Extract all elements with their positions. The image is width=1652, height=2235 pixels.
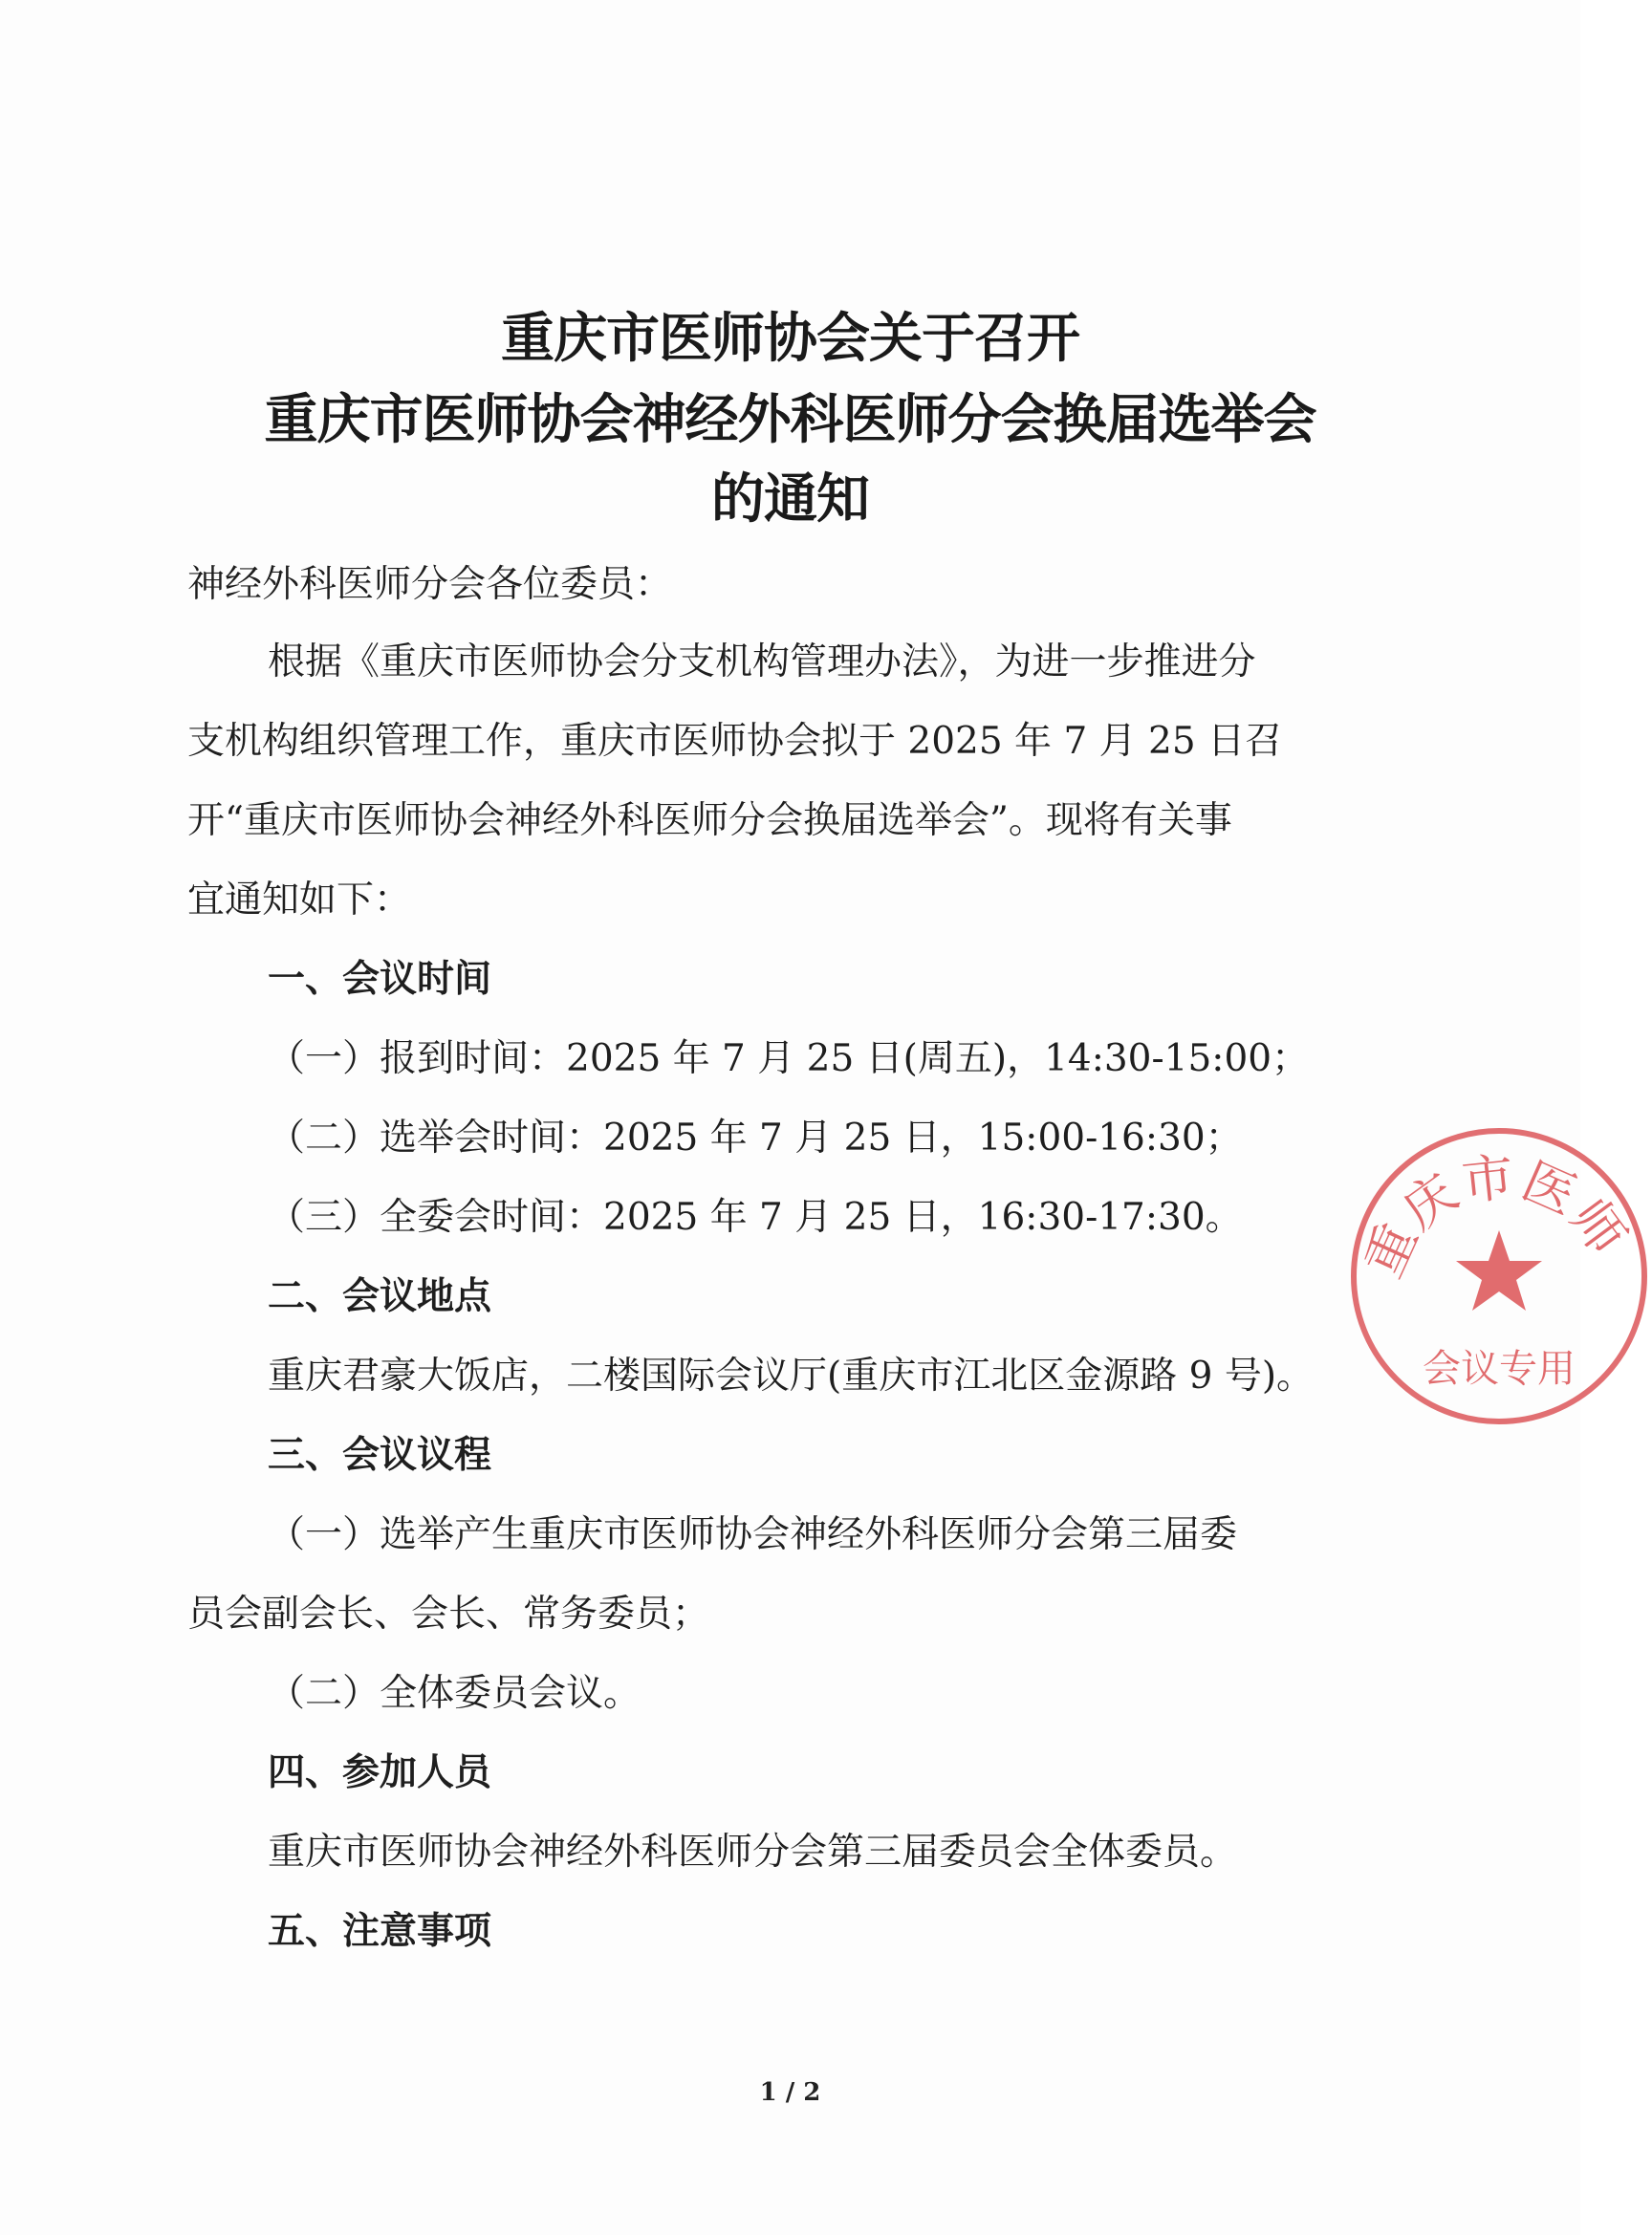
- section-5-heading: 五、注意事项: [268, 1910, 492, 1953]
- intro-line-2: 支机构组织管理工作，重庆市医师协会拟于 2025 年 7 月 25 日召: [187, 720, 1283, 763]
- page-number: 1 / 2: [759, 2078, 821, 2107]
- section-2-heading: 二、会议地点: [268, 1275, 492, 1318]
- seal-top-text: 重庆市医师: [1353, 1146, 1640, 1287]
- section-4-heading: 四、参加人员: [268, 1751, 492, 1794]
- section-1-item-1: （一）报到时间：2025 年 7 月 25 日(周五)，14:30-15:00；: [268, 1037, 1310, 1080]
- title-line-1: 重庆市医师协会关于召开: [501, 308, 1079, 370]
- section-1-heading: 一、会议时间: [268, 958, 492, 1001]
- section-3-item-1-line-1: （一）选举产生重庆市医师协会神经外科医师分会第三届委: [268, 1513, 1238, 1556]
- intro-line-4: 宜通知如下：: [187, 879, 412, 922]
- title-line-2: 重庆市医师协会神经外科医师分会换届选举会: [264, 389, 1316, 451]
- section-4-text: 重庆市医师协会神经外科医师分会第三届委员会全体委员。: [268, 1831, 1238, 1874]
- section-3-item-1-line-2: 员会副会长、会长、常务委员；: [187, 1593, 710, 1636]
- title-line-3: 的通知: [711, 468, 869, 531]
- salutation: 神经外科医师分会各位委员：: [187, 563, 673, 606]
- section-1-item-2: （二）选举会时间：2025 年 7 月 25 日，15:00-16:30；: [268, 1117, 1243, 1160]
- section-3-item-2: （二）全体委员会议。: [268, 1672, 641, 1715]
- section-3-heading: 三、会议议程: [268, 1434, 492, 1477]
- seal-bottom-text: 会议专用: [1423, 1347, 1576, 1391]
- seal-star-icon: [1456, 1230, 1542, 1311]
- intro-line-1: 根据《重庆市医师协会分支机构管理办法》，为进一步推进分: [268, 640, 1256, 684]
- section-2-text: 重庆君豪大饭店，二楼国际会议厅(重庆市江北区金源路 9 号)。: [268, 1355, 1315, 1398]
- official-seal: [1346, 1123, 1652, 1429]
- intro-line-3: 开“重庆市医师协会神经外科医师分会换届选举会”。现将有关事: [187, 799, 1232, 842]
- section-1-item-3: （三）全委会时间：2025 年 7 月 25 日，16:30-17:30。: [268, 1196, 1243, 1239]
